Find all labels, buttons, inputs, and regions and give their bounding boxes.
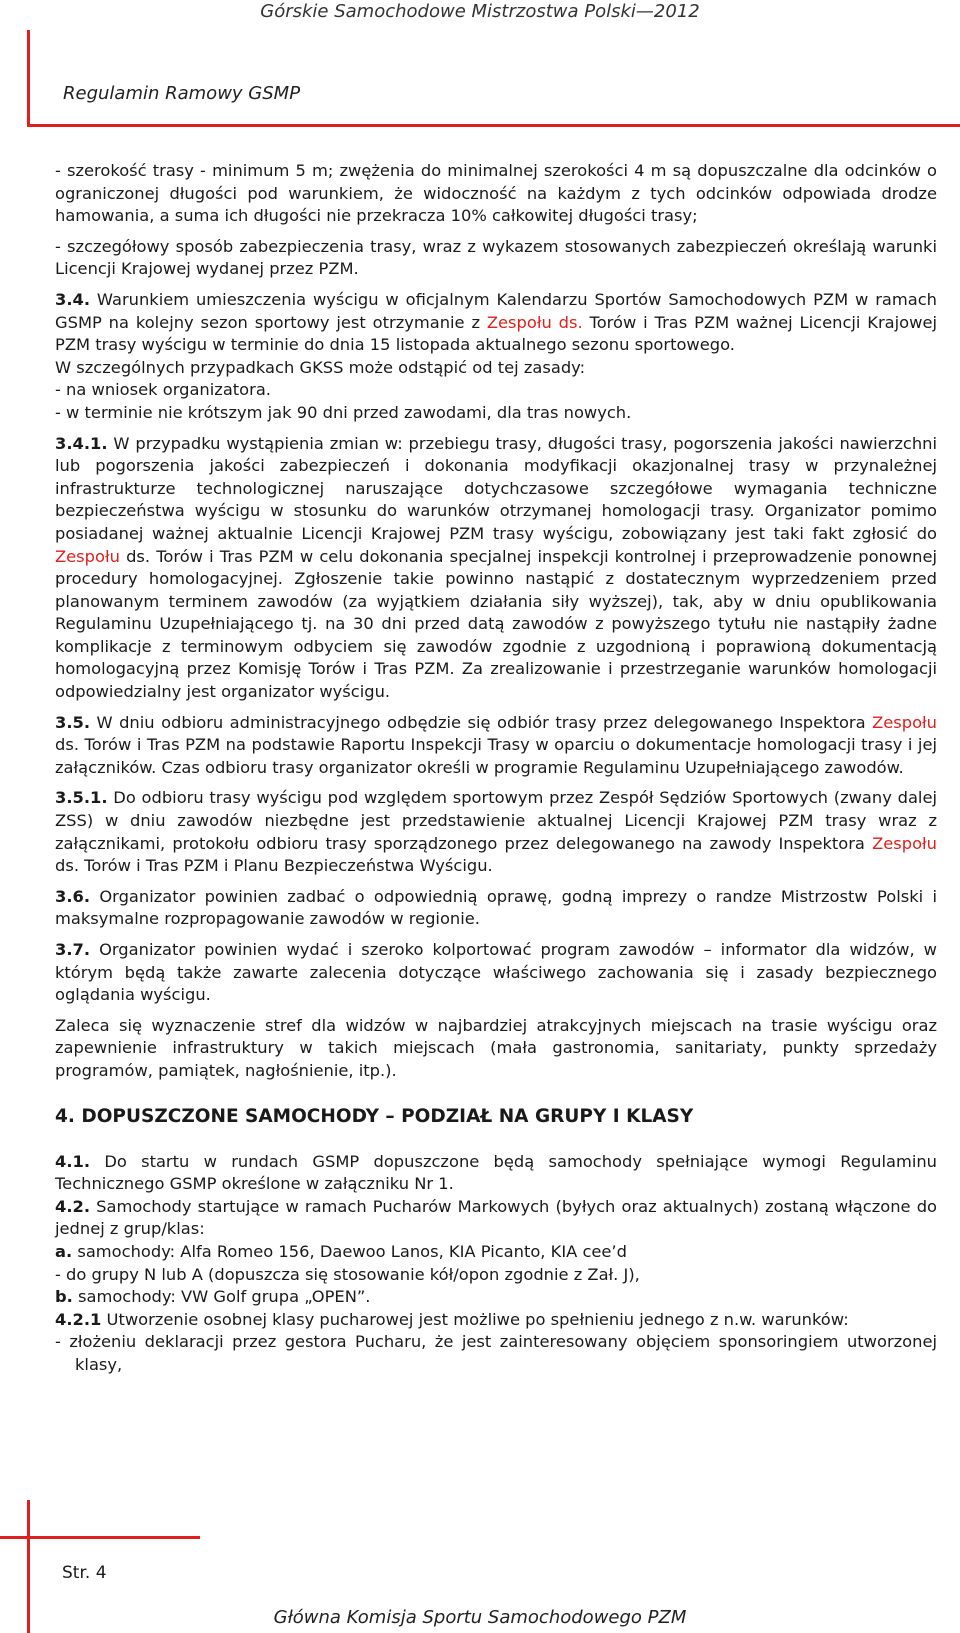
- header-title: Górskie Samochodowe Mistrzostwa Polski—2012: [260, 1, 700, 22]
- section-4-2-1: [55, 1309, 937, 1332]
- section-number: 3.6.: [55, 886, 91, 906]
- highlight-text: Zespołu: [55, 546, 120, 566]
- section-number: 4.1.: [55, 1151, 91, 1171]
- section-text: Do startu w rundach GSMP dopuszczone będą samochody spełniające wymogi Regulaminu Technicznego GSMP określone w załączniku Nr 1.: [55, 1151, 937, 1194]
- section-text: Do odbioru trasy wyścigu pod względem sportowym przez Zespół Sędziów Sportowych (zwany dalej ZSS) w dniu zawodów niezbędne jest przedstawienie aktualnej Licencji Krajowej PZM trasy wraz z załącznikami, protokołu odbioru trasy sporządzonego przez delegowanego na zawody Inspektora: [55, 788, 937, 853]
- footer-organization: Główna Komisja Sportu Samochodowego PZM: [273, 1607, 687, 1628]
- section-3-5-1: [55, 787, 937, 877]
- section-4-1: [55, 1151, 937, 1196]
- section-text: Warunkiem umieszczenia wyścigu w oficjalnym Kalendarzu Sportów Samochodowych PZM w ramach GSMP na kolejny sezon sportowy jest otrzymanie z: [55, 289, 937, 332]
- list-marker: b.: [55, 1287, 73, 1307]
- section-text: W dniu odbioru administracyjnego odbędzie się odbiór trasy przez delegowanego Inspektora: [90, 712, 873, 732]
- section-3-5: [55, 712, 937, 780]
- section-number: 4.2.1: [55, 1309, 102, 1329]
- section-text: ds. Torów i Tras PZM w celu dokonania specjalnej inspekcji kontrolnej i przeprowadzenie ponownej procedury homologacyjnej. Zgłoszenie takie powinno nastąpić z dostatecznym wyprzedzeniem przed planowanym terminem zawodów (za wyjątkiem działania siły wyższej), tak, aby w dniu opublikowania Regulaminu Uzupełniającego tj. na 30 dni przed datą zawodów z powyższego tytułu nie nastąpiły żadne komplikacje z terminowym odbyciem się zawodów zgodnie z uzgodnioną i poprawioną dokumentacją homologacyjną przez Komisję Torów i Tras PZM. Za zrealizowanie i przestrzeganie warunków homologacji odpowiedzialny jest organizator wyścigu.: [55, 546, 937, 702]
- section-text: Utworzenie osobnej klasy pucharowej jest możliwe po spełnieniu jednego z n.w. warunków:: [101, 1309, 849, 1329]
- section-text: Samochody startujące w ramach Pucharów Markowych (byłych oraz aktualnych) zostaną włączone do jednej z grup/klas:: [55, 1196, 937, 1239]
- highlight-text: Zespołu: [872, 712, 937, 732]
- footer-horizontal-rule: [0, 1536, 200, 1539]
- section-3-4: [55, 289, 937, 357]
- section-number: 3.5.1.: [55, 788, 108, 808]
- list-item-dash: - do grupy N lub A (dopuszcza się stosowanie kół/opon zgodnie z Zał. J),: [55, 1264, 640, 1284]
- header-subtitle: Regulamin Ramowy GSMP: [63, 83, 301, 104]
- section-3-6: [55, 886, 937, 931]
- section-text: W przypadku wystąpienia zmian w: przebiegu trasy, długości trasy, pogorszenia jakości nawierzchni lub pogorszenia jakości zabezpieczeń i dokonania modyfikacji okazjonalnej trasy w przynależnej infrastrukturze technologicznej naruszające dotychczasowe szczegółowe wymagania techniczne bezpieczeństwa wyścigu w stosunku do warunków otrzymanej homologacji trasy. Organizator pomimo posiadanej ważnej aktualnie Licencji Krajowej PZM trasy wyścigu, zobowiązany jest taki fakt zgłosić do: [55, 433, 937, 543]
- highlight-text: Zespołu ds.: [486, 312, 583, 332]
- paragraph-protection: - szczegółowy sposób zabezpieczenia trasy, wraz z wykazem stosowanych zabezpieczeń określają warunki Licencji Krajowej wydanej przez PZM.: [55, 236, 937, 279]
- section-3-4-line-1: W szczególnych przypadkach GKSS może odstąpić od tej zasady:: [55, 357, 586, 377]
- section-3-4-1: [55, 433, 937, 704]
- list-item-declaration: - złożeniu deklaracji przez gestora Pucharu, że jest zainteresowany objęciem sponsoringiem utworzonej klasy,: [55, 1332, 937, 1374]
- list-marker: a.: [55, 1241, 73, 1261]
- section-text: ds. Torów i Tras PZM i Planu Bezpieczeństwa Wyścigu.: [55, 856, 493, 876]
- header-horizontal-rule: [27, 124, 960, 127]
- highlight-text: Zespołu: [872, 833, 937, 853]
- section-text: Torów i Tras PZM ważnej Licencji Krajowej PZM trasy wyścigu w terminie do dnia 15 listopada aktualnego sezonu sportowego.: [55, 312, 937, 355]
- list-item-b: [55, 1286, 937, 1309]
- header-vertical-rule: [27, 30, 30, 125]
- section-text: Organizator powinien wydać i szeroko kolportować program zawodów – informator dla widzów, w którym będą także zawarte zalecenia dotyczące właściwego zachowania się i zasady bezpiecznego oglądania wyścigu.: [55, 940, 937, 1005]
- section-4-2: [55, 1196, 937, 1241]
- section-text: Organizator powinien zadbać o odpowiednią oprawę, godną imprezy o randze Mistrzostw Polski i maksymalne rozpropagowanie zawodów w regionie.: [55, 886, 937, 929]
- section-4-heading: 4. DOPUSZCZONE SAMOCHODY – PODZIAŁ NA GRUPY I KLASY: [55, 1105, 694, 1127]
- section-text: ds. Torów i Tras PZM na podstawie Raportu Inspekcji Trasy w oparciu o dokumentacje homologacji trasy i jej załączników. Czas odbioru trasy organizator określi w programie Regulaminu Uzupełniającego zawodów.: [55, 735, 937, 777]
- section-number: 4.2.: [55, 1196, 91, 1216]
- paragraph-width: - szerokość trasy - minimum 5 m; zwężenia do minimalnej szerokości 4 m są dopuszczalne dla odcinków o ograniczonej długości pod warunkiem, że widoczność na każdym z tych odcinków odpowiada drodze hamowania, a suma ich długości nie przekracza 10% całkowitej długości trasy;: [55, 161, 937, 226]
- section-3-7: [55, 939, 937, 1007]
- paragraph-spectator-zones: Zaleca się wyznaczenie stref dla widzów w najbardziej atrakcyjnych miejscach na trasie wyścigu oraz zapewnienie infrastruktury w takich miejscach (mała gastronomia, sanitariaty, punkty sprzedaży programów, pamiątek, nagłośnienie, itp.).: [55, 1015, 937, 1080]
- section-number: 3.7.: [55, 940, 91, 959]
- section-3-4-line-2: - na wniosek organizatora.: [55, 380, 271, 400]
- section-number: 3.5.: [55, 712, 91, 732]
- section-number: 3.4.1.: [55, 433, 108, 453]
- document-body: [55, 160, 937, 1377]
- list-text: samochody: VW Golf grupa „OPEN”.: [72, 1287, 371, 1307]
- list-text: samochody: Alfa Romeo 156, Daewoo Lanos, KIA Picanto, KIA cee’d: [72, 1241, 627, 1261]
- page-number: Str. 4: [62, 1563, 107, 1583]
- list-item-a: [55, 1241, 937, 1264]
- section-number: 3.4.: [55, 289, 91, 309]
- section-3-4-line-3: - w terminie nie krótszym jak 90 dni przed zawodami, dla tras nowych.: [55, 402, 632, 422]
